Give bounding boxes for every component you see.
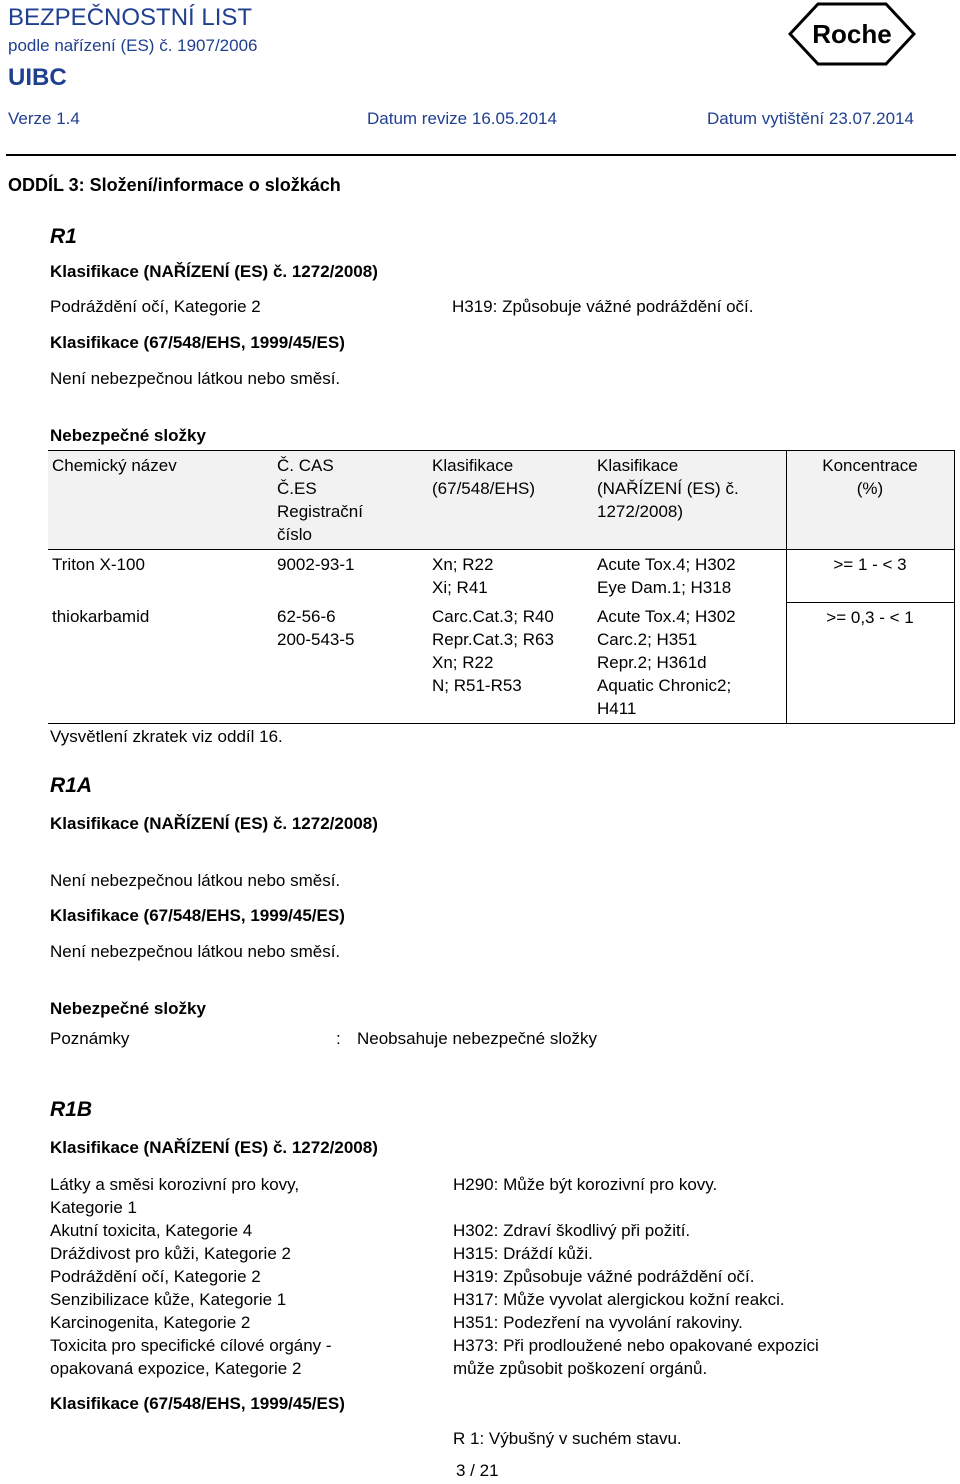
hazard-statement-line: H302: Zdraví škodlivý při požití. bbox=[453, 1221, 691, 1240]
hazard-class-line: Dráždivost pro kůži, Kategorie 2 bbox=[50, 1244, 291, 1263]
table-row bbox=[48, 550, 954, 603]
remarks-separator: : bbox=[336, 1029, 341, 1048]
cell-cas: 62-56-6 200-543-5 bbox=[273, 602, 428, 724]
r1a-clp-text: Není nebezpečnou látkou nebo směsí. bbox=[50, 871, 341, 890]
remarks-value: Neobsahuje nebezpečné složky bbox=[357, 1029, 598, 1048]
r1-clp-hazard: H319: Způsobuje vážné podráždění očí. bbox=[452, 297, 754, 316]
hazard-statement-line: H319: Způsobuje vážné podráždění očí. bbox=[453, 1267, 755, 1286]
document-title: BEZPEČNOSTNÍ LIST bbox=[8, 4, 253, 31]
r1a-dsd-text: Není nebezpečnou látkou nebo směsí. bbox=[50, 942, 341, 961]
r1-dsd-label: Klasifikace (67/548/EHS, 1999/45/ES) bbox=[50, 333, 345, 352]
hazard-class-line: Senzibilizace kůže, Kategorie 1 bbox=[50, 1290, 287, 1309]
hazard-class-line: Podráždění očí, Kategorie 2 bbox=[50, 1267, 261, 1286]
r1-dsd-text: Není nebezpečnou látkou nebo směsí. bbox=[50, 369, 341, 388]
r1a-dsd-label: Klasifikace (67/548/EHS, 1999/45/ES) bbox=[50, 906, 345, 925]
hazardous-components-table bbox=[48, 450, 955, 724]
hazard-class-line: Kategorie 1 bbox=[50, 1198, 137, 1217]
cell-dsd: Carc.Cat.3; R40 Repr.Cat.3; R63 Xn; R22 N; R51-R53 bbox=[428, 602, 593, 724]
cell-chemical-name: thiokarbamid bbox=[48, 602, 273, 724]
version: Verze 1.4 bbox=[8, 109, 80, 128]
r1a-components-label: Nebezpečné složky bbox=[50, 999, 206, 1018]
subsection-r1b-heading: R1B bbox=[50, 1098, 93, 1121]
r1a-clp-label: Klasifikace (NAŘÍZENÍ (ES) č. 1272/2008) bbox=[50, 814, 378, 833]
col-header-cas: Č. CAS Č.ES Registrační číslo bbox=[273, 451, 428, 550]
r1-clp-class: Podráždění očí, Kategorie 2 bbox=[50, 297, 261, 316]
cell-clp: Acute Tox.4; H302 Carc.2; H351 Repr.2; H361d Aquatic Chronic2; H411 bbox=[593, 602, 786, 724]
revision-date: Datum revize 16.05.2014 bbox=[367, 109, 557, 128]
r1-components-label: Nebezpečné složky bbox=[50, 426, 206, 445]
hazard-class-line: Látky a směsi korozivní pro kovy, bbox=[50, 1175, 300, 1194]
hazard-statement-line: H351: Podezření na vyvolání rakoviny. bbox=[453, 1313, 743, 1332]
logo-text: Roche bbox=[812, 19, 892, 49]
cell-dsd: Xn; R22 Xi; R41 bbox=[432, 555, 494, 597]
cell-concentration: >= 0,3 - < 1 bbox=[786, 602, 954, 724]
subsection-r1a-heading: R1A bbox=[50, 774, 93, 797]
cell-concentration: >= 1 - < 3 bbox=[786, 550, 954, 603]
hazard-statement-line: H373: Při prodloužené nebo opakované expozici bbox=[453, 1336, 819, 1355]
r1-clp-label: Klasifikace (NAŘÍZENÍ (ES) č. 1272/2008) bbox=[50, 262, 378, 281]
header-divider bbox=[6, 154, 956, 156]
remarks-label: Poznámky bbox=[50, 1029, 130, 1048]
col-header-clp-classification: Klasifikace (NAŘÍZENÍ (ES) č. 1272/2008) bbox=[593, 451, 786, 550]
hazard-statement-line: může způsobit poškození orgánů. bbox=[453, 1359, 708, 1378]
r1b-r-phrase: R 1: Výbušný v suchém stavu. bbox=[453, 1429, 682, 1448]
col-header-dsd-classification: Klasifikace (67/548/EHS) bbox=[428, 451, 593, 550]
page-number: 3 / 21 bbox=[456, 1461, 499, 1480]
roche-logo bbox=[788, 2, 916, 66]
cell-cas: 9002-93-1 bbox=[277, 555, 355, 574]
r1b-hazard-statements bbox=[453, 1173, 819, 1380]
regulation-reference: podle nařízení (ES) č. 1907/2006 bbox=[8, 36, 258, 55]
table-row bbox=[48, 602, 954, 724]
hazard-statement-line bbox=[453, 1196, 819, 1219]
abbreviation-note: Vysvětlení zkratek viz oddíl 16. bbox=[50, 727, 283, 746]
print-date: Datum vytištění 23.07.2014 bbox=[707, 109, 914, 128]
subsection-r1-heading: R1 bbox=[50, 225, 77, 248]
hazard-class-line: Karcinogenita, Kategorie 2 bbox=[50, 1313, 251, 1332]
hazard-class-line: opakovaná expozice, Kategorie 2 bbox=[50, 1359, 302, 1378]
section-title: ODDÍL 3: Složení/informace o složkách bbox=[8, 175, 341, 195]
col-header-chemical-name: Chemický název bbox=[48, 451, 273, 550]
hazard-statement-line: H315: Dráždí kůži. bbox=[453, 1244, 593, 1263]
hazard-statement-line: H317: Může vyvolat alergickou kožní reakci. bbox=[453, 1290, 785, 1309]
hazard-class-line: Toxicita pro specifické cílové orgány - bbox=[50, 1336, 332, 1355]
col-header-concentration: Koncentrace (%) bbox=[786, 451, 954, 550]
r1b-dsd-label: Klasifikace (67/548/EHS, 1999/45/ES) bbox=[50, 1394, 345, 1413]
r1b-clp-label: Klasifikace (NAŘÍZENÍ (ES) č. 1272/2008) bbox=[50, 1138, 378, 1157]
hazard-class-line: Akutní toxicita, Kategorie 4 bbox=[50, 1221, 253, 1240]
product-name: UIBC bbox=[8, 64, 67, 91]
r1b-hazard-classes bbox=[50, 1173, 332, 1380]
cell-clp: Acute Tox.4; H302 Eye Dam.1; H318 bbox=[597, 555, 736, 597]
hazard-statement-line: H290: Může být korozivní pro kovy. bbox=[453, 1175, 718, 1194]
table-header-row bbox=[48, 451, 954, 550]
cell-chemical-name: Triton X-100 bbox=[52, 555, 145, 574]
